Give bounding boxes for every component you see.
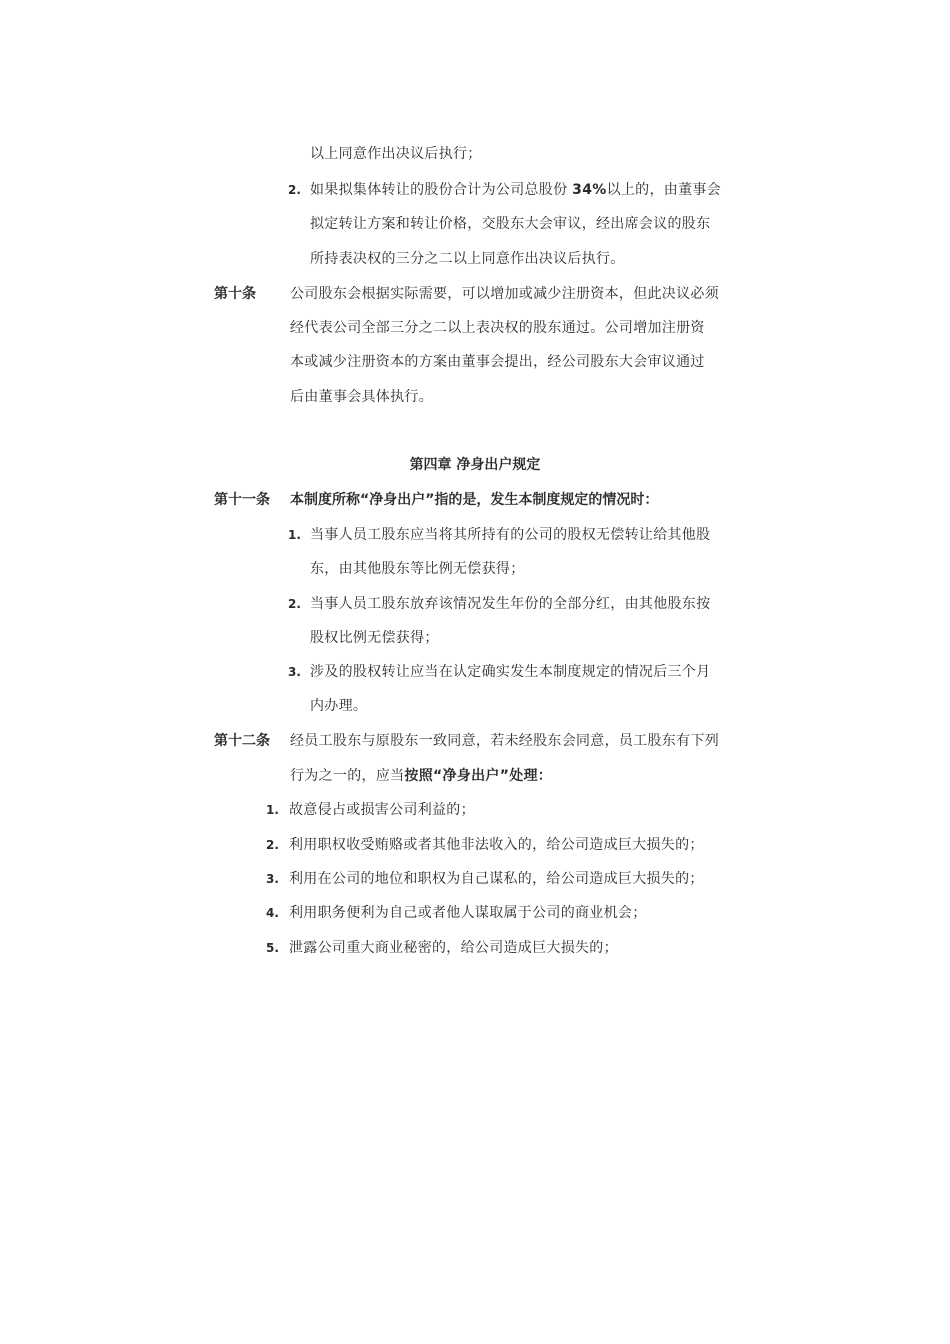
- prev-item2-line2: 拟定转让方案和转让价格，交股东大会审议，经出席会议的股东: [310, 216, 711, 232]
- prev-item2-percent: 34%: [572, 182, 607, 198]
- prev-item2-line1-c: 以上的，由董事会: [606, 182, 721, 198]
- article10-line: 本或减少注册资本的方案由董事会提出，经公司股东大会审议通过: [290, 354, 705, 370]
- article11-item1-line: 东，由其他股东等比例无偿获得；: [310, 561, 525, 577]
- article12-item4-number: 4.: [266, 906, 279, 920]
- article12-label: 第十二条: [214, 733, 270, 749]
- prev-item2-line3: 所持表决权的三分之二以上同意作出决议后执行。: [310, 251, 625, 267]
- article11-item2-line: 股权比例无偿获得；: [310, 630, 439, 646]
- prev-item1-tail: 以上同意作出决议后执行；: [310, 146, 482, 162]
- article11-item1-line: 当事人员工股东应当将其所持有的公司的股权无偿转让给其他股: [310, 527, 711, 543]
- article12-line2-b: 按照“净身出户”处理：: [404, 768, 553, 784]
- article11-item3-line: 内办理。: [310, 698, 368, 714]
- article12-line2: [290, 766, 552, 786]
- article10-line: 公司股东会根据实际需要，可以增加或减少注册资本，但此决议必须: [290, 286, 719, 302]
- article12-item5-text: 泄露公司重大商业秘密的，给公司造成巨大损失的；: [289, 940, 618, 956]
- article12-item1-number: 1.: [266, 803, 279, 817]
- article12-item2-text: 利用职权收受贿赂或者其他非法收入的，给公司造成巨大损失的；: [289, 837, 704, 853]
- article11-item2-number: 2.: [288, 597, 301, 611]
- chapter-title: 第四章 净身出户规定: [409, 457, 541, 473]
- article12-line1: 经员工股东与原股东一致同意，若未经股东会同意，员工股东有下列: [290, 733, 719, 749]
- article12-line2-a: 行为之一的，应当: [290, 768, 405, 784]
- article10-line: 经代表公司全部三分之二以上表决权的股东通过。公司增加注册资: [290, 320, 705, 336]
- article12-item2-number: 2.: [266, 838, 279, 852]
- article12-item3-text: 利用在公司的地位和职权为自己谋私的，给公司造成巨大损失的；: [289, 871, 704, 887]
- article10-line: 后由董事会具体执行。: [290, 389, 433, 405]
- article11-item2-line: 当事人员工股东放弃该情况发生年份的全部分红，由其他股东按: [310, 596, 711, 612]
- prev-item2-line1: [310, 180, 721, 200]
- article12-item1-text: 故意侵占或损害公司利益的；: [289, 802, 475, 818]
- article11-label: 第十一条: [214, 492, 270, 508]
- article11-heading: 本制度所称“净身出户”指的是，发生本制度规定的情况时：: [290, 492, 659, 508]
- prev-item2-number: 2.: [288, 183, 301, 197]
- article12-item3-number: 3.: [266, 872, 279, 886]
- prev-item2-line1-a: 如果拟集体转让的股份合计为公司总股份: [310, 182, 573, 198]
- article10-label: 第十条: [214, 286, 256, 302]
- article12-item5-number: 5.: [266, 941, 279, 955]
- article12-item4-text: 利用职务便利为自己或者他人谋取属于公司的商业机会；: [289, 905, 647, 921]
- article11-item3-number: 3.: [288, 665, 301, 679]
- article11-item3-line: 涉及的股权转让应当在认定确实发生本制度规定的情况后三个月: [310, 664, 711, 680]
- article11-item1-number: 1.: [288, 528, 301, 542]
